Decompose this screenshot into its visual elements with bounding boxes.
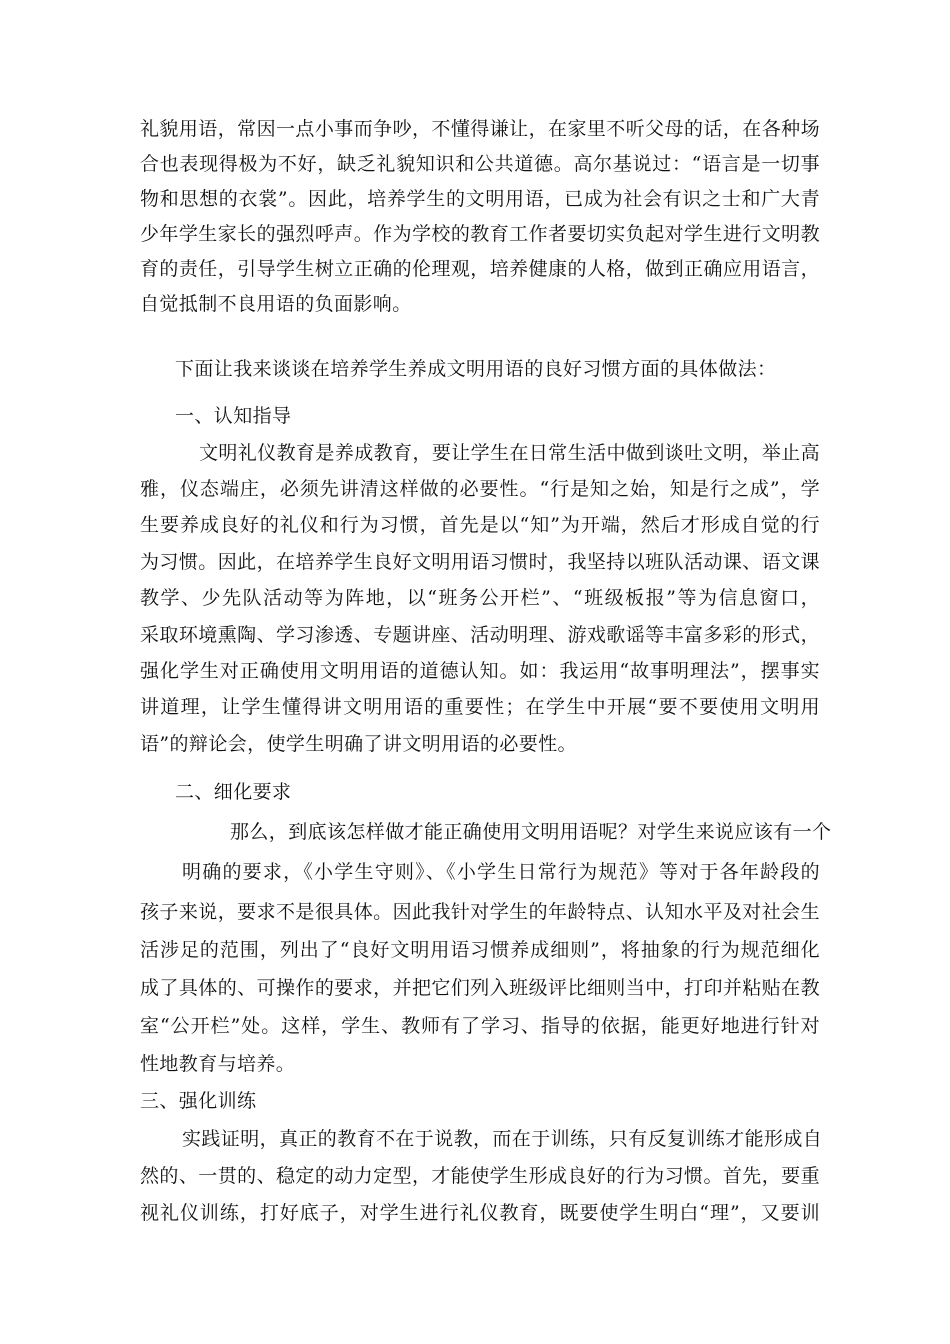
paragraph-line: 采取环境熏陶、学习渗透、专题讲座、活动明理、游戏歌谣等丰富多彩的形式， [140, 624, 820, 646]
paragraph-line: 实践证明，真正的教育不在于说教，而在于训练，只有反复训练才能形成自 [182, 1128, 823, 1150]
paragraph-line: 文明礼仪教育是养成教育，要让学生在日常生活中做到谈吐文明，举止高 [199, 442, 820, 464]
section-heading: 三、强化训练 [140, 1090, 257, 1112]
paragraph-line: 教学、少先队活动等为阵地，以“班务公开栏”、“班级板报”等为信息窗口， [140, 587, 820, 609]
section-heading: 二、细化要求 [175, 781, 292, 803]
paragraph-line: 成了具体的、可操作的要求，并把它们列入班级评比细则当中，打印并粘贴在教 [140, 977, 820, 999]
paragraph-line: 自觉抵制不良用语的负面影响。 [140, 293, 412, 315]
paragraph-line: 讲道理，让学生懂得讲文明用语的重要性；在学生中开展“要不要使用文明用 [140, 696, 820, 718]
paragraph-line: 少年学生家长的强烈呼声。作为学校的教育工作者要切实负起对学生进行文明教 [140, 223, 820, 245]
paragraph-line: 雅，仪态端庄，必须先讲清这样做的必要性。“行是知之始，知是行之成”，学 [140, 478, 820, 500]
paragraph-line: 礼貌用语，常因一点小事而争吵，不懂得谦让，在家里不听父母的话，在各种场 [140, 118, 820, 140]
paragraph-line: 视礼仪训练，打好底子，对学生进行礼仪教育，既要使学生明白“理”，又要训 [140, 1202, 820, 1224]
paragraph-line: 明确的要求，《小学生守则》、《小学生日常行为规范》等对于各年龄段的 [182, 861, 820, 883]
paragraph-line: 为习惯。因此，在培养学生良好文明用语习惯时，我坚持以班队活动课、语文课 [140, 551, 820, 573]
section-heading: 一、认知指导 [175, 405, 292, 427]
paragraph-line: 生要养成良好的礼仪和行为习惯，首先是以“知”为开端，然后才形成自觉的行 [140, 514, 820, 536]
paragraph-line: 室“公开栏”处。这样，学生、教师有了学习、指导的依据，能更好地进行针对 [140, 1015, 820, 1037]
paragraph-line: 合也表现得极为不好，缺乏礼貌知识和公共道德。高尔基说过：“语言是一切事 [140, 153, 820, 175]
paragraph-line: 性地教育与培养。 [140, 1053, 296, 1075]
paragraph-line: 然的、一贯的、稳定的动力定型，才能使学生形成良好的行为习惯。首先，要重 [140, 1165, 820, 1187]
paragraph-line: 那么，到底该怎样做才能正确使用文明用语呢？对学生来说应该有一个 [230, 821, 832, 843]
paragraph-line: 育的责任，引导学生树立正确的伦理观，培养健康的人格，做到正确应用语言， [140, 258, 820, 280]
paragraph-line: 孩子来说，要求不是很具体。因此我针对学生的年龄特点、认知水平及对社会生 [140, 901, 820, 923]
paragraph-line: 活涉足的范围，列出了“良好文明用语习惯养成细则”，将抽象的行为规范细化 [140, 939, 820, 961]
paragraph-line: 语”的辩论会，使学生明确了讲文明用语的必要性。 [140, 733, 577, 755]
paragraph-line: 强化学生对正确使用文明用语的道德认知。如：我运用“故事明理法”，摆事实 [140, 660, 820, 682]
intro-line: 下面让我来谈谈在培养学生养成文明用语的良好习惯方面的具体做法： [175, 358, 777, 380]
paragraph-line: 物和思想的衣裳”。因此，培养学生的文明用语，已成为社会有识之士和广大青 [140, 188, 820, 210]
